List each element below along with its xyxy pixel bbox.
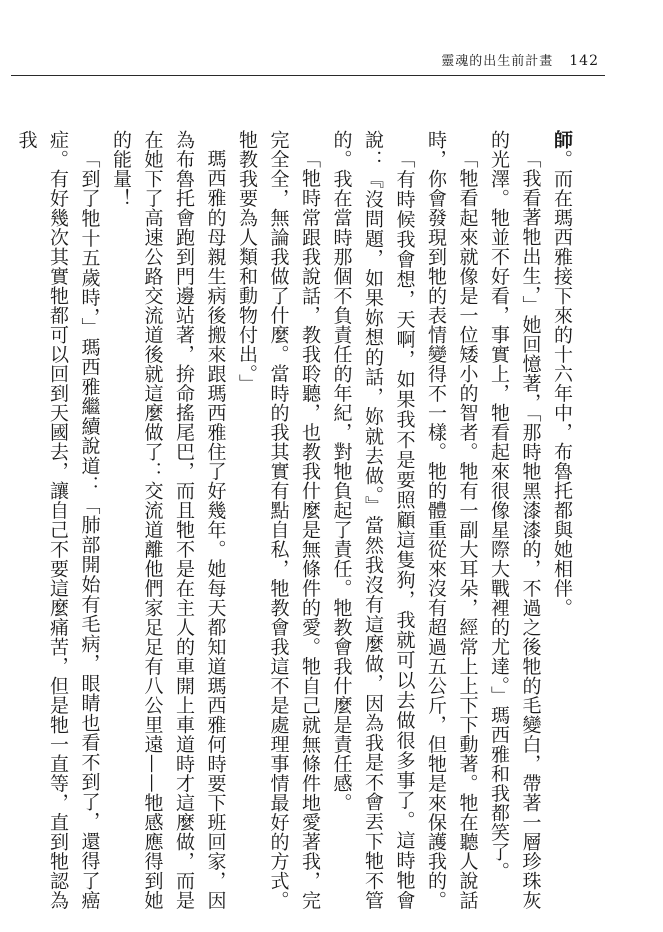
speaker-label: 師 [551,130,573,150]
paragraph: 「牠時常跟我說話，教我聆聽，也教我什麼是無條件的愛。牠自己就無條件地愛著我，完完全全，無論我做了什麼。當時的我其實有點自私，牠教會我這不是處理事情最好的方式。牠教我要為人類和動物付出。」 [236,130,321,910]
running-header [441,50,599,69]
header-rule [11,75,605,76]
paragraph [546,130,578,910]
main-text-block [15,130,577,910]
paragraph-text: 。而在瑪西雅接下來的十六年中，布魯托都與她相伴。 [551,149,573,618]
paragraph: 「有時候我會想，天啊，如果我不是要照顧這隻狗，我就可以去做很多事了。這時牠會說：『沒問題，如果妳想的話，妳就去做。』當然我沒有這麼做，因為我是不會丟下牠不管的。我在當時那個不負責任的年紀，對牠負起了責任。牠教會我什麼是責任感。 [330,130,416,910]
paragraph: 「我看著牠出生，」她回憶著，「那時牠黑漆漆的，不過之後牠的毛變白，帶著一層珍珠灰的光澤。牠並不好看，事實上，牠看起來很像星際大戰裡的尤達。」瑪西雅和我都笑了。 [488,130,542,910]
paragraph: 瑪西雅的母親生病後搬來跟瑪西雅住了好幾年。她每天都知道瑪西雅何時要下班回家，因為布魯托會跑到門邊站著，拚命搖尾巴，而且牠不是在主人的車開上車道時才這麼做，而是在她下了高速公路交流道後就這麼做了：交流道離他們家足足有八公里遠——牠感應得到她的能量！ [110,130,227,910]
book-title: 靈魂的出生前計畫 [441,54,554,69]
paragraph: 「牠看起來就像是一位矮小的智者。牠有一副大耳朵，經常上上下下動著。牠在聽人說話時，你會發現到牠的表情變得不一樣。牠的體重從來沒有超過五公斤，但牠是來保護我的。 [425,130,479,910]
page-number: 142 [569,53,599,69]
paragraph: 「到了牠十五歲時，」瑪西雅繼續說道：「肺部開始有毛病，眼睛也看不到了，還得了癌症。有好幾次其實牠都可以回到天國去，讓自己不要這麼痛苦，但是牠一直等，直到牠認為我 [15,130,101,910]
